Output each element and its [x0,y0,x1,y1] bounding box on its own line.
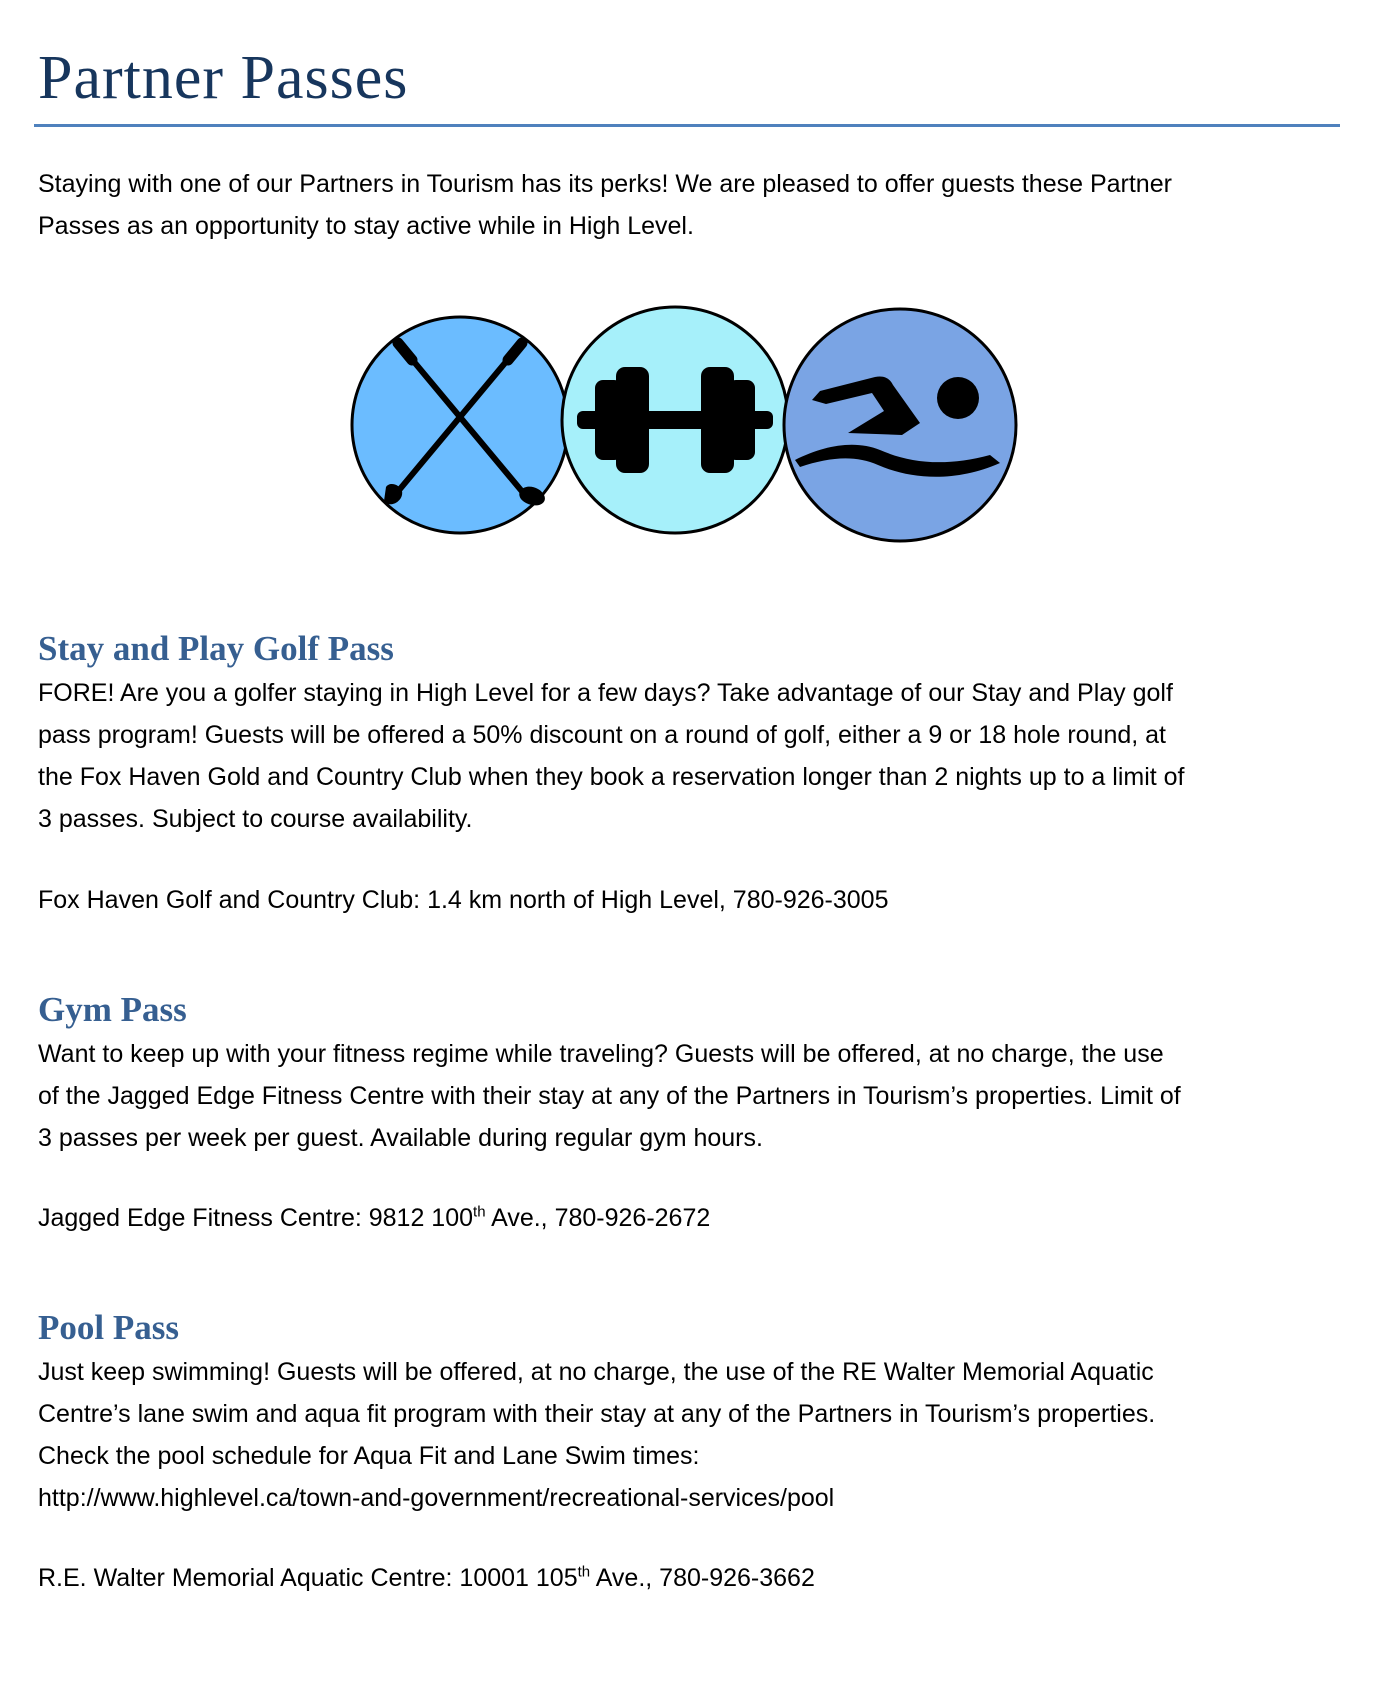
pool-contact-text-end: Ave., 780-926-3662 [590,1564,815,1592]
swimmer-icon [784,309,1016,541]
page-title: Partner Passes [38,44,409,112]
pool-pass-heading: Pool Pass [38,1308,179,1347]
pool-contact-text: R.E. Walter Memorial Aquatic Centre: 10001 105 [38,1564,578,1592]
pool-pass-contact [38,1560,1328,1596]
gym-pass-contact [38,1200,1328,1236]
pool-pass-description: Just keep swimming! Guests will be offered, at no charge, the use of the RE Walter Memorial Aquatic Centre’s lane swim and aqua fit program with their stay at any of the Partners in Tourism’s properties. Check the pool schedule for Aqua Fit and Lane Swim times: http://www.highlevel.ca/town-and-government/recreational-services/pool [38,1358,1156,1512]
title-divider [34,124,1340,127]
gym-contact-text-end: Ave., 780-926-2672 [485,1204,711,1232]
gym-contact-text: Jagged Edge Fitness Centre: 9812 100 [38,1204,474,1232]
golf-pass-description: FORE! Are you a golfer staying in High Level for a few days? Take advantage of our Stay and Play golf pass program! Guests will be offered a 50% discount on a round of golf, either a 9 or 18 hole round, at the Fox Haven Gold and Country Club when they book a reservation longer than 2 nights up to a limit of 3 passes. Subject to course availability. [38,679,1185,833]
dumbbell-icon [562,307,788,533]
intro-paragraph: Staying with one of our Partners in Tourism has its perks! We are pleased to offer guests these Partner Passes as an opportunity to stay active while in High Level. [38,170,1172,240]
gym-pass-heading: Gym Pass [38,990,187,1029]
golf-pass-contact: Fox Haven Golf and Country Club: 1.4 km north of High Level, 780-926-3005 [38,886,889,914]
pool-contact-ordinal: th [577,1563,591,1581]
golf-clubs-icon [352,317,568,533]
gym-contact-ordinal: th [473,1203,486,1221]
gym-pass-description: Want to keep up with your fitness regime while traveling? Guests will be offered, at no charge, the use of the Jagged Edge Fitness Centre with their stay at any of the Partners in Tourism’s properties. Limit of 3 passes per week per guest. Available during regular gym hours. [38,1040,1181,1152]
activity-icons [350,305,1040,550]
golf-pass-heading: Stay and Play Golf Pass [38,629,394,668]
